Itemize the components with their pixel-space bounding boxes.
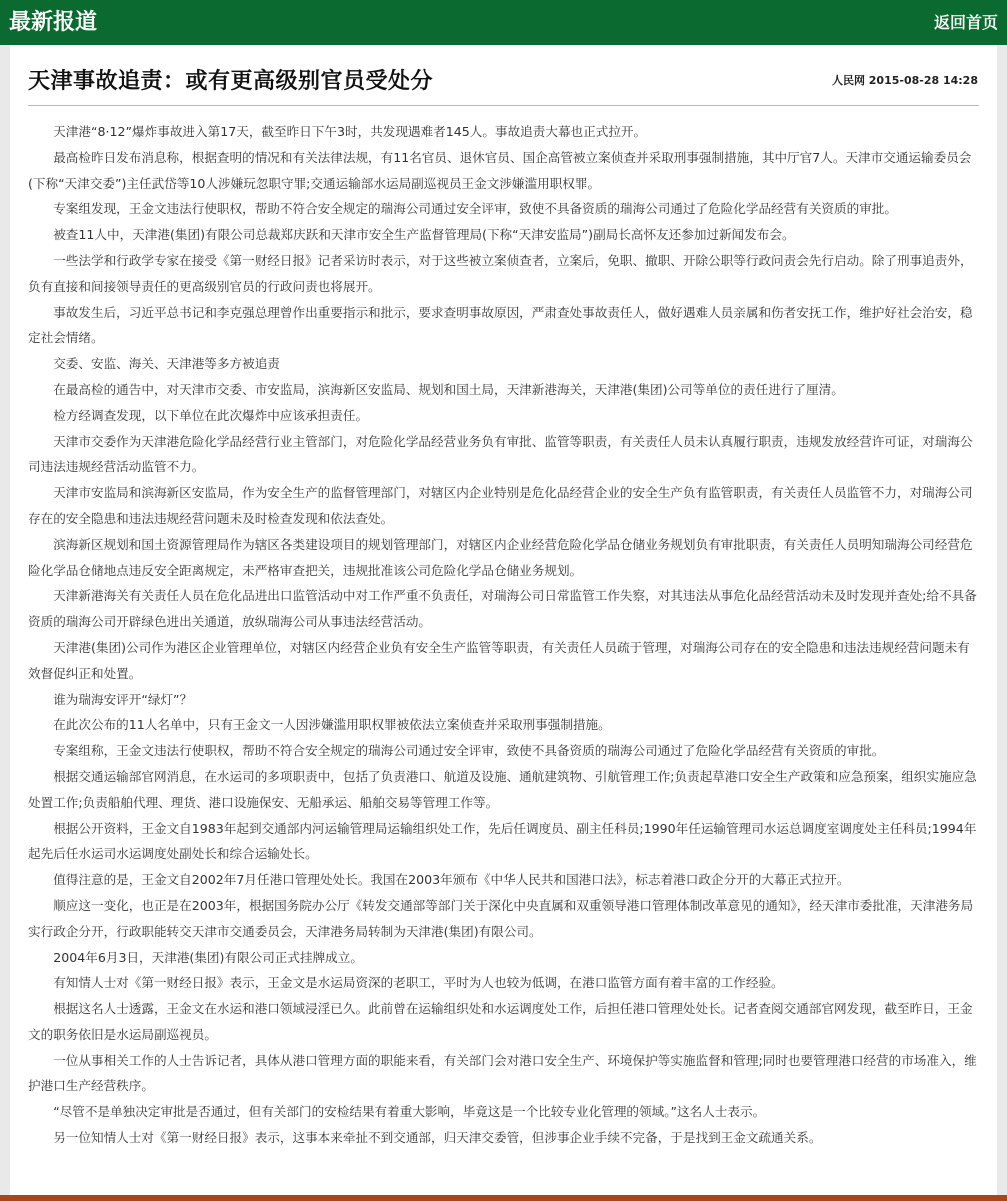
article-paragraph: 值得注意的是，王金文自2002年7月任港口管理处处长。我国在2003年颁布《中华人民共和国港口法》，标志着港口政企分开的大幕正式拉开。 (53, 872, 850, 888)
article-paragraph: 根据这名人士透露，王金文在水运和港口领域浸淫已久。此前曾在运输组织处和水运调度处工作，后担任港口管理处处长。记者查阅交通部官网发现，截至昨日，王金文的职务依旧是水运局副巡视员。 (28, 1001, 973, 1042)
bottom-bar (0, 1195, 1007, 1201)
article-paragraph: 2004年6月3日，天津港(集团)有限公司正式挂牌成立。 (53, 949, 363, 965)
article-paragraph: 天津港(集团)公司作为港区企业管理单位，对辖区内经营企业负有安全生产监管等职责，有关责任人员疏于管理，对瑞海公司存在的安全隐患和违法违规经营问题未有效督促纠正和处置。 (28, 639, 970, 681)
article-panel (10, 45, 997, 1195)
title-divider (28, 105, 979, 106)
article-paragraph: 根据公开资料，王金文自1983年起到交通部内河运输管理局运输组织处工作，先后任调度员、副主任科员;1990年任运输管理司水运总调度室调度处主任科员;1994年起先后任水运司水运调度处副处长和综合运输处长。 (28, 820, 977, 862)
article-paragraph: 专案组发现，王金文违法行使职权，帮助不符合安全规定的瑞海公司通过安全评审，致使不具备资质的瑞海公司通过了危险化学品经营有关资质的审批。 (53, 201, 897, 217)
article-paragraph: 被查11人中，天津港(集团)有限公司总裁郑庆跃和天津市安全生产监督管理局(下称“天津安监局”)副局长高怀友还参加过新闻发布会。 (53, 227, 795, 243)
article-title: 天津事故追责：或有更高级别官员受处分 (28, 69, 434, 94)
article-paragraph: 在此次公布的11人名单中，只有王金文一人因涉嫌滥用职权罪被依法立案侦查并采取刑事强制措施。 (53, 717, 611, 733)
article-source-date: 人民网 2015-08-28 14:28 (831, 74, 978, 87)
article-body (28, 119, 979, 1151)
article-paragraph: 另一位知情人士对《第一财经日报》表示，这事本来牵扯不到交通部，归天津交委管，但涉事企业手续不完备，于是找到王金文疏通关系。 (53, 1130, 822, 1146)
article-paragraph: 交委、安监、海关、天津港等多方被追责 (53, 356, 280, 372)
article-paragraph: 滨海新区规划和国土资源管理局作为辖区各类建设项目的规划管理部门，对辖区内企业经营危险化学品仓储业务规划负有审批职责，有关责任人员明知瑞海公司经营危险化学品仓储地点违反安全距离规定，未严格审查把关，违规批准该公司危险化学品仓储业务规划。 (28, 536, 973, 578)
article-paragraph: 天津港“8·12”爆炸事故进入第17天，截至昨日下午3时，共发现遇难者145人。事故追责大幕也正式拉开。 (53, 124, 647, 139)
article-paragraph: 天津市交委作为天津港危险化学品经营行业主管部门，对危险化学品经营业务负有审批、监管等职责，有关责任人员未认真履行职责，违规发放经营许可证，对瑞海公司违法违规经营活动监管不力。 (28, 433, 973, 475)
article-paragraph: 天津市安监局和滨海新区安监局，作为安全生产的监督管理部门，对辖区内企业特别是危化品经营企业的安全生产负有监管职责，有关责任人员监管不力，对瑞海公司存在的安全隐患和违法违规经营问题未及时检查发现和依法查处。 (28, 485, 973, 526)
article-paragraph: 事故发生后，习近平总书记和李克强总理曾作出重要指示和批示，要求查明事故原因，严肃查处事故责任人，做好遇难人员亲属和伤者安抚工作，维护好社会治安，稳定社会情绪。 (28, 304, 973, 346)
article-paragraph: 最高检昨日发布消息称，根据查明的情况和有关法律法规，有11名官员、退休官员、国企高管被立案侦查并采取刑事强制措施，其中厅官7人。天津市交通运输委员会(下称“天津交委”)主任武岱等10人涉嫌玩忽职守罪;交通运输部水运局副巡视员王金文涉嫌滥用职权罪。 (28, 149, 972, 191)
article-paragraph: “尽管不是单独决定审批是否通过，但有关部门的安检结果有着重大影响，毕竟这是一个比较专业化管理的领域。”这名人士表示。 (53, 1104, 766, 1120)
article-paragraph: 专案组称，王金文违法行使职权，帮助不符合安全规定的瑞海公司通过安全评审，致使不具备资质的瑞海公司通过了危险化学品经营有关资质的审批。 (53, 743, 885, 759)
home-link[interactable]: 返回首页 (933, 13, 998, 32)
article-paragraph: 顺应这一变化，也正是在2003年，根据国务院办公厅《转发交通部等部门关于深化中央直属和双重领导港口管理体制改革意见的通知》，经天津市委批准，天津港务局实行政企分开，行政职能转交天津市交通委员会，天津港务局转制为天津港(集团)有限公司。 (28, 897, 974, 939)
article-paragraph: 在最高检的通告中，对天津市交委、市安监局，滨海新区安监局、规划和国土局，天津新港海关，天津港(集团)公司等单位的责任进行了厘清。 (53, 381, 844, 397)
article-paragraph: 天津新港海关有关责任人员在危化品进出口监管活动中对工作严重不负责任，对瑞海公司日常监管工作失察，对其违法从事危化品经营活动未及时发现并查处;给不具备资质的瑞海公司开辟绿色进出关通道，放纵瑞海公司从事违法经营活动。 (28, 588, 977, 630)
top-banner (0, 0, 1007, 45)
article-paragraph: 有知情人士对《第一财经日报》表示，王金文是水运局资深的老职工，平时为人也较为低调，在港口监管方面有着丰富的工作经验。 (53, 975, 784, 991)
article-paragraph: 根据交通运输部官网消息，在水运司的多项职责中，包括了负责港口、航道及设施、通航建筑物、引航管理工作;负责起草港口安全生产政策和应急预案，组织实施应急处置工作;负责船舶代理、理货、港口设施保安、无船承运、船舶交易等管理工作等。 (28, 768, 977, 810)
article-paragraph: 谁为瑞海安评开“绿灯”？ (53, 691, 193, 707)
section-title: 最新报道 (9, 10, 98, 35)
article-paragraph: 一位从事相关工作的人士告诉记者，具体从港口管理方面的职能来看，有关部门会对港口安全生产、环境保护等实施监督和管理;同时也要管理港口经营的市场准入，维护港口生产经营秩序。 (28, 1052, 977, 1094)
article-paragraph: 检方经调查发现，以下单位在此次爆炸中应该承担责任。 (53, 407, 369, 423)
article-paragraph: 一些法学和行政学专家在接受《第一财经日报》记者采访时表示，对于这些被立案侦查者，立案后，免职、撤职、开除公职等行政问责会先行启动。除了刑事追责外，负有直接和间接领导责任的更高级别官员的行政问责也将展开。 (28, 252, 973, 294)
